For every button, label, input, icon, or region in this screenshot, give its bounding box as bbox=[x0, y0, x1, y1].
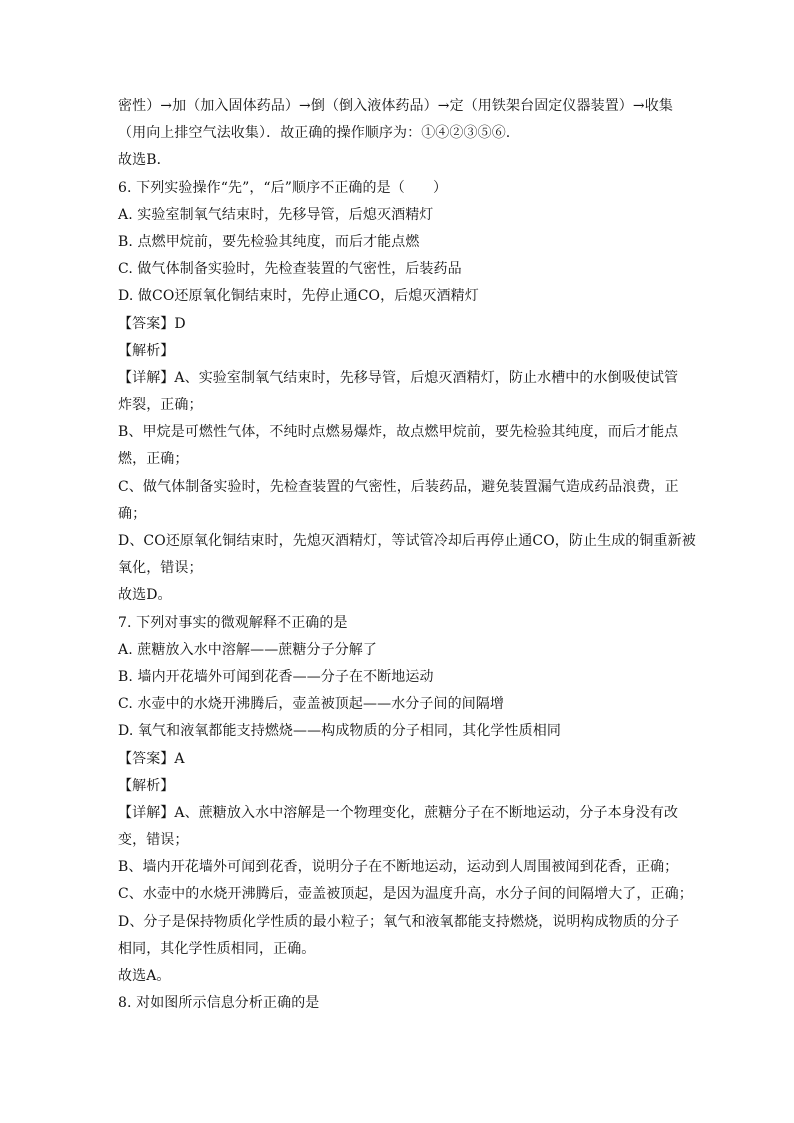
document-body bbox=[118, 93, 696, 1017]
question-7-stem: 7. 下列对事实的微观解释不正确的是 bbox=[118, 614, 348, 631]
question-7-answer: 【答案】A bbox=[118, 750, 185, 767]
text-line: B、墙内开花墙外可闻到花香，说明分子在不断地运动，运动到人周围被闻到花香，正确； bbox=[118, 859, 679, 876]
question-6-option-c: C. 做气体制备实验时，先检查装置的气密性，后装药品 bbox=[118, 261, 462, 278]
question-6-analysis-heading: 【解析】 bbox=[118, 342, 175, 359]
question-6-stem: 6. 下列实验操作“先”，“后”顺序不正确的是（ ） bbox=[118, 179, 448, 196]
text-line: 相同，其化学性质相同，正确。 bbox=[118, 940, 316, 957]
question-8-stem: 8. 对如图所示信息分析正确的是 bbox=[118, 995, 320, 1012]
text-line: B、甲烷是可燃性气体，不纯时点燃易爆炸，故点燃甲烷前，要先检验其纯度，而后才能点 bbox=[118, 424, 679, 441]
text-line: 故选B． bbox=[118, 152, 171, 169]
text-line: 燃，正确； bbox=[118, 451, 189, 468]
text-line: 故选D。 bbox=[118, 587, 172, 604]
text-line: C、做气体制备实验时，先检查装置的气密性，后装药品，避免装置漏气造成药品浪费，正 bbox=[118, 478, 679, 495]
text-line: D、分子是保持物质化学性质的最小粒子；氧气和液氧都能支持燃烧，说明构成物质的分子 bbox=[118, 913, 680, 930]
question-7-analysis-heading: 【解析】 bbox=[118, 777, 175, 794]
question-6-option-a: A. 实验室制氧气结束时，先移导管，后熄灭酒精灯 bbox=[118, 206, 434, 223]
question-6-option-b: B. 点燃甲烷前，要先检验其纯度，而后才能点燃 bbox=[118, 233, 420, 250]
text-line: 变，错误； bbox=[118, 832, 189, 849]
question-7-option-b: B. 墙内开花墙外可闻到花香——分子在不断地运动 bbox=[118, 668, 434, 685]
text-line: D、CO还原氧化铜结束时，先熄灭酒精灯，等试管冷却后再停止通CO，防止生成的铜重新被 bbox=[118, 533, 696, 549]
question-7-option-a: A. 蔗糖放入水中溶解——蔗糖分子分解了 bbox=[118, 641, 378, 658]
text-line: 氧化，错误； bbox=[118, 560, 203, 577]
text-line: 【详解】A、实验室制氧气结束时，先移导管，后熄灭酒精灯，防止水槽中的水倒吸使试管 bbox=[118, 369, 679, 386]
question-6-option-d: D. 做CO还原氧化铜结束时，先停止通CO，后熄灭酒精灯 bbox=[118, 288, 479, 305]
text-line: 【详解】A、蔗糖放入水中溶解是一个物理变化，蔗糖分子在不断地运动，分子本身没有改 bbox=[118, 804, 679, 821]
text-line: 故选A。 bbox=[118, 968, 171, 984]
text-line: 炸裂，正确； bbox=[118, 397, 203, 414]
question-6-answer: 【答案】D bbox=[118, 315, 186, 332]
question-7-option-c: C. 水壶中的水烧开沸腾后，壶盖被顶起——水分子间的间隔增 bbox=[118, 696, 505, 713]
text-line: 确； bbox=[118, 505, 147, 522]
text-line: （用向上排空气法收集）．故正确的操作顺序为：①④②③⑤⑥. bbox=[118, 125, 511, 142]
text-line: 密性）→加（加入固体药品）→倒（倒入液体药品）→定（用铁架台固定仪器装置）→收集 bbox=[118, 98, 673, 114]
text-line: C、水壶中的水烧开沸腾后，壶盖被顶起，是因为温度升高，水分子间的间隔增大了，正确； bbox=[118, 886, 693, 903]
question-7-option-d: D. 氧气和液氧都能支持燃烧——构成物质的分子相同，其化学性质相同 bbox=[118, 723, 561, 740]
